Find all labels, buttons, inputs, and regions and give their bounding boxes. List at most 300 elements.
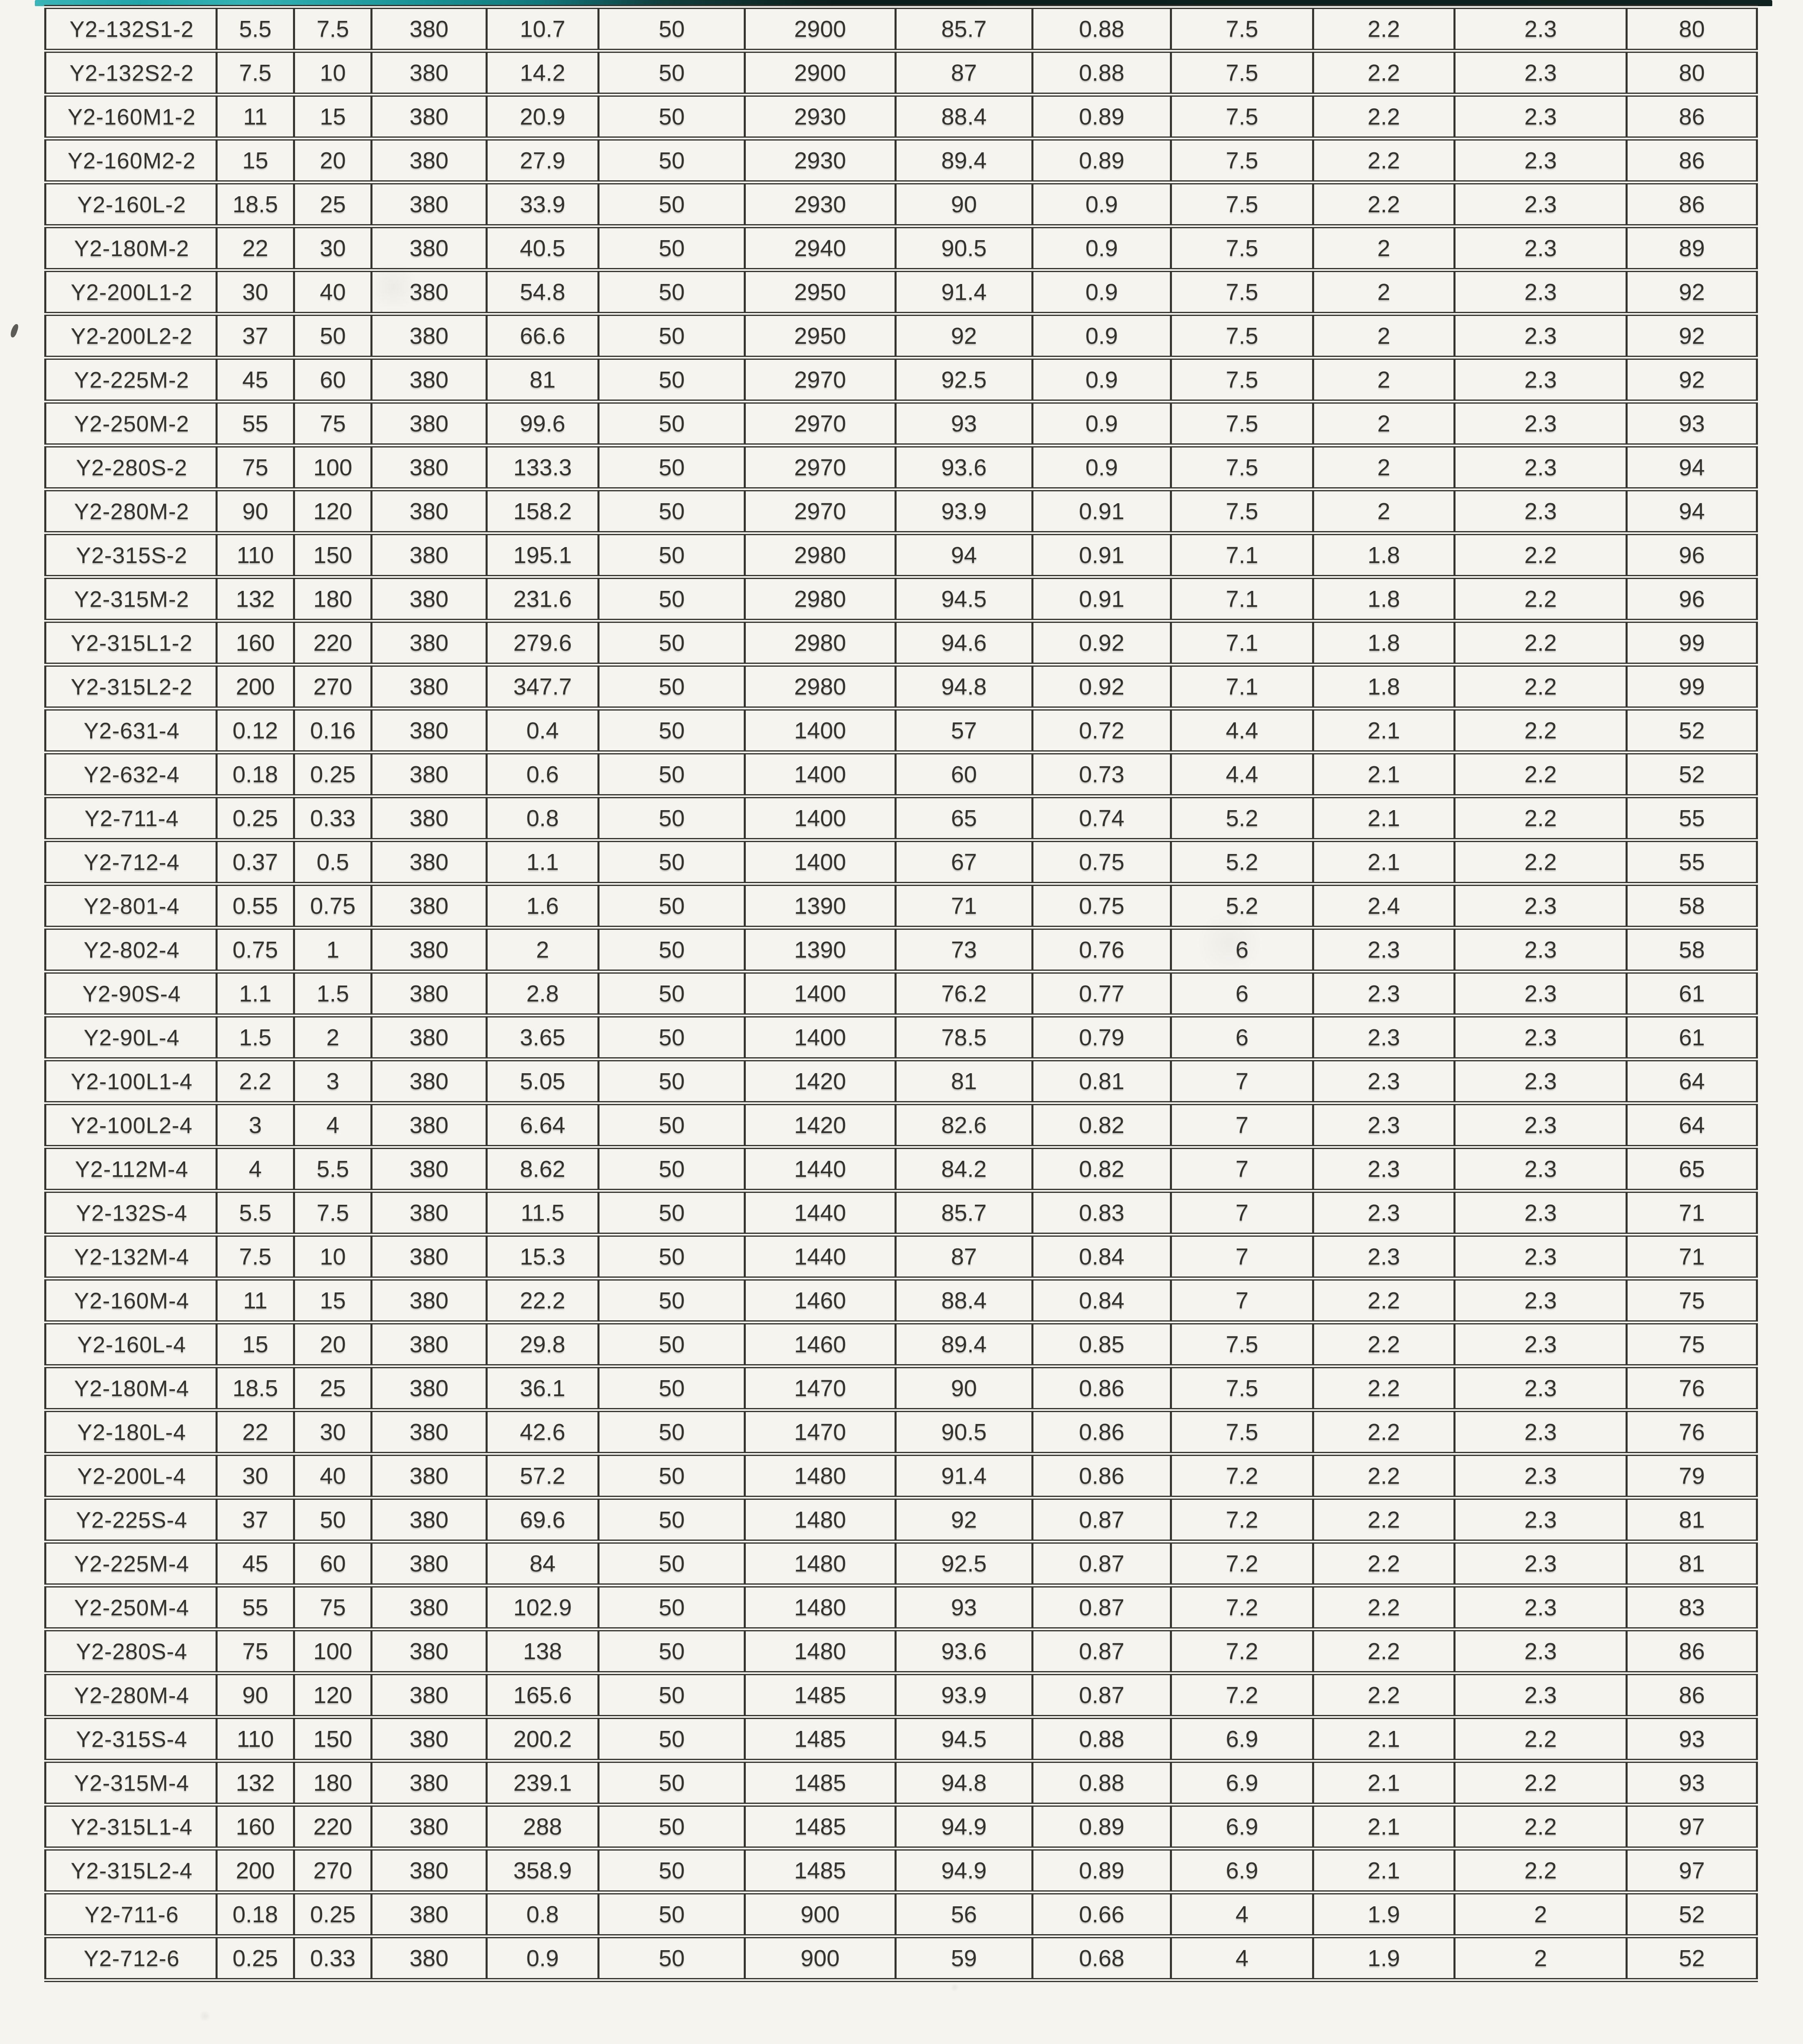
value-cell: 94.9 <box>895 1805 1033 1849</box>
value-cell: 60 <box>895 752 1033 796</box>
value-cell: 75 <box>1627 1322 1757 1366</box>
value-cell: 1440 <box>745 1235 896 1279</box>
value-cell: 55 <box>216 402 294 445</box>
value-cell: 50 <box>599 1585 745 1629</box>
value-cell: 14.2 <box>486 51 599 95</box>
model-cell: Y2-802-4 <box>45 928 217 972</box>
value-cell: 76 <box>1627 1410 1757 1454</box>
table-row <box>45 577 1757 621</box>
value-cell: 20 <box>294 1322 372 1366</box>
table-row <box>45 314 1757 358</box>
value-cell: 1440 <box>745 1147 896 1191</box>
value-cell: 45 <box>216 1542 294 1585</box>
value-cell: 2 <box>1454 1936 1627 1980</box>
value-cell: 0.89 <box>1033 95 1171 139</box>
value-cell: 60 <box>294 358 372 402</box>
table-row <box>45 1015 1757 1059</box>
value-cell: 110 <box>216 1717 294 1761</box>
value-cell: 7.5 <box>1171 489 1313 533</box>
model-cell: Y2-315M-4 <box>45 1761 217 1805</box>
value-cell: 2.2 <box>1313 1366 1455 1410</box>
value-cell: 220 <box>294 1805 372 1849</box>
value-cell: 0.91 <box>1033 533 1171 577</box>
value-cell: 75 <box>216 445 294 489</box>
value-cell: 2970 <box>745 358 896 402</box>
table-row <box>45 884 1757 928</box>
value-cell: 50 <box>599 1761 745 1805</box>
value-cell: 7.5 <box>1171 314 1313 358</box>
value-cell: 380 <box>372 752 487 796</box>
value-cell: 380 <box>372 1015 487 1059</box>
value-cell: 0.18 <box>216 752 294 796</box>
table-row <box>45 533 1757 577</box>
value-cell: 50 <box>599 709 745 752</box>
value-cell: 0.9 <box>1033 358 1171 402</box>
value-cell: 4.4 <box>1171 709 1313 752</box>
value-cell: 0.72 <box>1033 709 1171 752</box>
value-cell: 2.3 <box>1454 1542 1627 1585</box>
value-cell: 2.1 <box>1313 840 1455 884</box>
value-cell: 1.8 <box>1313 665 1455 709</box>
value-cell: 93.9 <box>895 489 1033 533</box>
value-cell: 85.7 <box>895 1191 1033 1235</box>
value-cell: 0.9 <box>1033 270 1171 314</box>
value-cell: 94.8 <box>895 665 1033 709</box>
value-cell: 0.8 <box>486 796 599 840</box>
model-cell: Y2-280S-4 <box>45 1629 217 1673</box>
value-cell: 57.2 <box>486 1454 599 1498</box>
value-cell: 2.3 <box>1454 402 1627 445</box>
value-cell: 5.05 <box>486 1059 599 1103</box>
table-row <box>45 1585 1757 1629</box>
value-cell: 2.2 <box>1313 1322 1455 1366</box>
value-cell: 2.3 <box>1454 358 1627 402</box>
value-cell: 1460 <box>745 1322 896 1366</box>
value-cell: 50 <box>599 270 745 314</box>
model-cell: Y2-250M-4 <box>45 1585 217 1629</box>
value-cell: 50 <box>599 1235 745 1279</box>
value-cell: 30 <box>294 1410 372 1454</box>
value-cell: 0.88 <box>1033 51 1171 95</box>
value-cell: 2.3 <box>1454 7 1627 51</box>
value-cell: 15 <box>216 1322 294 1366</box>
value-cell: 2970 <box>745 402 896 445</box>
table-row <box>45 1805 1757 1849</box>
value-cell: 270 <box>294 1849 372 1892</box>
value-cell: 0.9 <box>1033 314 1171 358</box>
value-cell: 2 <box>1313 270 1455 314</box>
value-cell: 0.73 <box>1033 752 1171 796</box>
value-cell: 71 <box>1627 1191 1757 1235</box>
value-cell: 102.9 <box>486 1585 599 1629</box>
value-cell: 380 <box>372 1059 487 1103</box>
value-cell: 97 <box>1627 1805 1757 1849</box>
value-cell: 40 <box>294 1454 372 1498</box>
value-cell: 2930 <box>745 95 896 139</box>
value-cell: 0.77 <box>1033 972 1171 1015</box>
value-cell: 97 <box>1627 1849 1757 1892</box>
value-cell: 2.2 <box>1313 1410 1455 1454</box>
value-cell: 84 <box>486 1542 599 1585</box>
value-cell: 50 <box>599 752 745 796</box>
value-cell: 58 <box>1627 884 1757 928</box>
value-cell: 7.5 <box>1171 95 1313 139</box>
value-cell: 3 <box>294 1059 372 1103</box>
value-cell: 2.3 <box>1454 139 1627 182</box>
value-cell: 2 <box>1454 1892 1627 1936</box>
value-cell: 99.6 <box>486 402 599 445</box>
model-cell: Y2-200L-4 <box>45 1454 217 1498</box>
value-cell: 4 <box>216 1147 294 1191</box>
value-cell: 0.87 <box>1033 1629 1171 1673</box>
value-cell: 50 <box>599 840 745 884</box>
value-cell: 2.3 <box>1454 1191 1627 1235</box>
value-cell: 2.3 <box>1454 226 1627 270</box>
value-cell: 18.5 <box>216 1366 294 1410</box>
value-cell: 380 <box>372 1542 487 1585</box>
value-cell: 30 <box>216 270 294 314</box>
value-cell: 86 <box>1627 95 1757 139</box>
value-cell: 239.1 <box>486 1761 599 1805</box>
table-row <box>45 1322 1757 1366</box>
value-cell: 22.2 <box>486 1279 599 1322</box>
value-cell: 87 <box>895 51 1033 95</box>
value-cell: 7.1 <box>1171 665 1313 709</box>
value-cell: 7.5 <box>1171 445 1313 489</box>
model-cell: Y2-90S-4 <box>45 972 217 1015</box>
value-cell: 56 <box>895 1892 1033 1936</box>
value-cell: 86 <box>1627 1673 1757 1717</box>
value-cell: 7 <box>1171 1103 1313 1147</box>
table-row <box>45 139 1757 182</box>
model-cell: Y2-280S-2 <box>45 445 217 489</box>
model-cell: Y2-180M-2 <box>45 226 217 270</box>
value-cell: 5.2 <box>1171 884 1313 928</box>
value-cell: 71 <box>1627 1235 1757 1279</box>
value-cell: 6.9 <box>1171 1761 1313 1805</box>
value-cell: 4 <box>1171 1892 1313 1936</box>
table-row <box>45 182 1757 226</box>
value-cell: 8.62 <box>486 1147 599 1191</box>
value-cell: 89.4 <box>895 139 1033 182</box>
value-cell: 7.2 <box>1171 1498 1313 1542</box>
value-cell: 7.2 <box>1171 1542 1313 1585</box>
value-cell: 380 <box>372 665 487 709</box>
value-cell: 1.5 <box>294 972 372 1015</box>
model-cell: Y2-315S-2 <box>45 533 217 577</box>
model-cell: Y2-200L1-2 <box>45 270 217 314</box>
table-row <box>45 1542 1757 1585</box>
value-cell: 94.8 <box>895 1761 1033 1805</box>
model-cell: Y2-200L2-2 <box>45 314 217 358</box>
value-cell: 0.5 <box>294 840 372 884</box>
value-cell: 7.5 <box>1171 7 1313 51</box>
value-cell: 7.5 <box>294 7 372 51</box>
value-cell: 2.3 <box>1454 1585 1627 1629</box>
table-body <box>45 7 1757 1980</box>
value-cell: 2 <box>1313 489 1455 533</box>
model-cell: Y2-225M-2 <box>45 358 217 402</box>
value-cell: 2.3 <box>1454 1147 1627 1191</box>
value-cell: 2.3 <box>1454 1629 1627 1673</box>
value-cell: 132 <box>216 1761 294 1805</box>
value-cell: 52 <box>1627 709 1757 752</box>
value-cell: 2.3 <box>1454 270 1627 314</box>
value-cell: 75 <box>216 1629 294 1673</box>
table-row <box>45 1498 1757 1542</box>
value-cell: 22 <box>216 1410 294 1454</box>
value-cell: 2.3 <box>1454 51 1627 95</box>
model-cell: Y2-280M-2 <box>45 489 217 533</box>
value-cell: 380 <box>372 709 487 752</box>
value-cell: 2.2 <box>1454 709 1627 752</box>
model-cell: Y2-160M1-2 <box>45 95 217 139</box>
value-cell: 380 <box>372 489 487 533</box>
table-row <box>45 796 1757 840</box>
motor-spec-table <box>44 5 1758 1982</box>
value-cell: 1400 <box>745 752 896 796</box>
value-cell: 2.3 <box>1313 1191 1455 1235</box>
value-cell: 50 <box>599 445 745 489</box>
model-cell: Y2-100L1-4 <box>45 1059 217 1103</box>
value-cell: 58 <box>1627 928 1757 972</box>
value-cell: 1.8 <box>1313 533 1455 577</box>
value-cell: 2900 <box>745 7 896 51</box>
value-cell: 50 <box>599 1191 745 1235</box>
value-cell: 55 <box>1627 840 1757 884</box>
value-cell: 65 <box>1627 1147 1757 1191</box>
value-cell: 50 <box>599 1629 745 1673</box>
value-cell: 2 <box>1313 226 1455 270</box>
value-cell: 7.1 <box>1171 577 1313 621</box>
value-cell: 1.9 <box>1313 1892 1455 1936</box>
value-cell: 2.2 <box>1454 752 1627 796</box>
value-cell: 1480 <box>745 1498 896 1542</box>
value-cell: 50 <box>599 577 745 621</box>
value-cell: 57 <box>895 709 1033 752</box>
table-row <box>45 1761 1757 1805</box>
value-cell: 380 <box>372 577 487 621</box>
value-cell: 50 <box>599 1805 745 1849</box>
value-cell: 2.1 <box>1313 1761 1455 1805</box>
value-cell: 96 <box>1627 533 1757 577</box>
value-cell: 15 <box>216 139 294 182</box>
value-cell: 0.55 <box>216 884 294 928</box>
value-cell: 2.1 <box>1313 752 1455 796</box>
value-cell: 0.85 <box>1033 1322 1171 1366</box>
value-cell: 200 <box>216 665 294 709</box>
value-cell: 2.3 <box>1454 489 1627 533</box>
value-cell: 2.3 <box>1454 314 1627 358</box>
value-cell: 7.5 <box>1171 270 1313 314</box>
value-cell: 94.5 <box>895 577 1033 621</box>
table-row <box>45 709 1757 752</box>
value-cell: 92 <box>1627 314 1757 358</box>
value-cell: 50 <box>599 665 745 709</box>
value-cell: 0.88 <box>1033 7 1171 51</box>
value-cell: 2.3 <box>1454 1235 1627 1279</box>
value-cell: 50 <box>599 1542 745 1585</box>
value-cell: 2.2 <box>1313 139 1455 182</box>
value-cell: 1.8 <box>1313 577 1455 621</box>
value-cell: 380 <box>372 226 487 270</box>
value-cell: 83 <box>1627 1585 1757 1629</box>
value-cell: 165.6 <box>486 1673 599 1717</box>
value-cell: 2.2 <box>1454 533 1627 577</box>
value-cell: 2.3 <box>1454 1015 1627 1059</box>
table-row <box>45 1059 1757 1103</box>
table-row <box>45 1717 1757 1761</box>
value-cell: 93.6 <box>895 445 1033 489</box>
value-cell: 7 <box>1171 1235 1313 1279</box>
value-cell: 29.8 <box>486 1322 599 1366</box>
value-cell: 27.9 <box>486 139 599 182</box>
value-cell: 1400 <box>745 709 896 752</box>
value-cell: 92 <box>895 314 1033 358</box>
value-cell: 7.2 <box>1171 1585 1313 1629</box>
value-cell: 50 <box>599 1849 745 1892</box>
value-cell: 380 <box>372 796 487 840</box>
table-row <box>45 1366 1757 1410</box>
model-cell: Y2-160M2-2 <box>45 139 217 182</box>
model-cell: Y2-801-4 <box>45 884 217 928</box>
value-cell: 0.4 <box>486 709 599 752</box>
model-cell: Y2-132M-4 <box>45 1235 217 1279</box>
model-cell: Y2-711-4 <box>45 796 217 840</box>
table-row <box>45 1454 1757 1498</box>
value-cell: 91.4 <box>895 1454 1033 1498</box>
value-cell: 2.2 <box>1454 621 1627 665</box>
value-cell: 37 <box>216 1498 294 1542</box>
value-cell: 0.74 <box>1033 796 1171 840</box>
value-cell: 200.2 <box>486 1717 599 1761</box>
value-cell: 1390 <box>745 928 896 972</box>
value-cell: 0.87 <box>1033 1585 1171 1629</box>
table-row <box>45 402 1757 445</box>
value-cell: 6.64 <box>486 1103 599 1147</box>
value-cell: 50 <box>599 139 745 182</box>
value-cell: 1420 <box>745 1103 896 1147</box>
value-cell: 64 <box>1627 1059 1757 1103</box>
value-cell: 30 <box>216 1454 294 1498</box>
value-cell: 2.3 <box>1454 1410 1627 1454</box>
value-cell: 2.3 <box>1454 1279 1627 1322</box>
value-cell: 380 <box>372 621 487 665</box>
value-cell: 50 <box>599 182 745 226</box>
value-cell: 5.5 <box>216 1191 294 1235</box>
value-cell: 0.91 <box>1033 489 1171 533</box>
value-cell: 33.9 <box>486 182 599 226</box>
value-cell: 71 <box>895 884 1033 928</box>
value-cell: 76 <box>1627 1366 1757 1410</box>
value-cell: 2.2 <box>1454 665 1627 709</box>
table-row <box>45 1279 1757 1322</box>
value-cell: 80 <box>1627 7 1757 51</box>
value-cell: 2 <box>486 928 599 972</box>
value-cell: 0.89 <box>1033 139 1171 182</box>
value-cell: 380 <box>372 445 487 489</box>
value-cell: 5.2 <box>1171 796 1313 840</box>
value-cell: 0.68 <box>1033 1936 1171 1980</box>
value-cell: 200 <box>216 1849 294 1892</box>
model-cell: Y2-315M-2 <box>45 577 217 621</box>
value-cell: 50 <box>599 1366 745 1410</box>
value-cell: 2.2 <box>1454 1717 1627 1761</box>
value-cell: 2 <box>294 1015 372 1059</box>
value-cell: 7.5 <box>1171 51 1313 95</box>
value-cell: 7.5 <box>1171 1322 1313 1366</box>
value-cell: 88.4 <box>895 95 1033 139</box>
value-cell: 86 <box>1627 1629 1757 1673</box>
value-cell: 90 <box>216 1673 294 1717</box>
value-cell: 50 <box>599 489 745 533</box>
value-cell: 380 <box>372 1410 487 1454</box>
value-cell: 65 <box>895 796 1033 840</box>
table-row <box>45 7 1757 51</box>
value-cell: 0.33 <box>294 1936 372 1980</box>
value-cell: 66.6 <box>486 314 599 358</box>
value-cell: 2.4 <box>1313 884 1455 928</box>
value-cell: 1485 <box>745 1673 896 1717</box>
value-cell: 2.3 <box>1454 928 1627 972</box>
value-cell: 50 <box>599 226 745 270</box>
value-cell: 1420 <box>745 1059 896 1103</box>
value-cell: 380 <box>372 1279 487 1322</box>
table-row <box>45 1103 1757 1147</box>
value-cell: 1.6 <box>486 884 599 928</box>
value-cell: 7.5 <box>1171 402 1313 445</box>
model-cell: Y2-160M-4 <box>45 1279 217 1322</box>
value-cell: 81 <box>1627 1498 1757 1542</box>
value-cell: 180 <box>294 577 372 621</box>
value-cell: 2 <box>1313 445 1455 489</box>
value-cell: 0.82 <box>1033 1147 1171 1191</box>
value-cell: 1485 <box>745 1761 896 1805</box>
value-cell: 2.2 <box>1454 577 1627 621</box>
value-cell: 1470 <box>745 1410 896 1454</box>
model-cell: Y2-160L-2 <box>45 182 217 226</box>
value-cell: 380 <box>372 1936 487 1980</box>
value-cell: 2.2 <box>1313 1585 1455 1629</box>
value-cell: 5.5 <box>294 1147 372 1191</box>
value-cell: 1480 <box>745 1454 896 1498</box>
value-cell: 60 <box>294 1542 372 1585</box>
value-cell: 2 <box>1313 314 1455 358</box>
value-cell: 81 <box>895 1059 1033 1103</box>
table-row <box>45 1235 1757 1279</box>
table-row <box>45 270 1757 314</box>
table-row <box>45 358 1757 402</box>
value-cell: 6 <box>1171 1015 1313 1059</box>
value-cell: 94 <box>895 533 1033 577</box>
value-cell: 1400 <box>745 1015 896 1059</box>
value-cell: 76.2 <box>895 972 1033 1015</box>
value-cell: 50 <box>599 1322 745 1366</box>
value-cell: 5.2 <box>1171 840 1313 884</box>
value-cell: 2.3 <box>1454 1059 1627 1103</box>
value-cell: 2.3 <box>1313 972 1455 1015</box>
value-cell: 2.3 <box>1454 1673 1627 1717</box>
value-cell: 0.92 <box>1033 621 1171 665</box>
value-cell: 2.3 <box>1454 445 1627 489</box>
value-cell: 2980 <box>745 533 896 577</box>
model-cell: Y2-631-4 <box>45 709 217 752</box>
value-cell: 0.75 <box>294 884 372 928</box>
value-cell: 50 <box>599 314 745 358</box>
value-cell: 2930 <box>745 139 896 182</box>
value-cell: 380 <box>372 1717 487 1761</box>
value-cell: 93 <box>895 402 1033 445</box>
